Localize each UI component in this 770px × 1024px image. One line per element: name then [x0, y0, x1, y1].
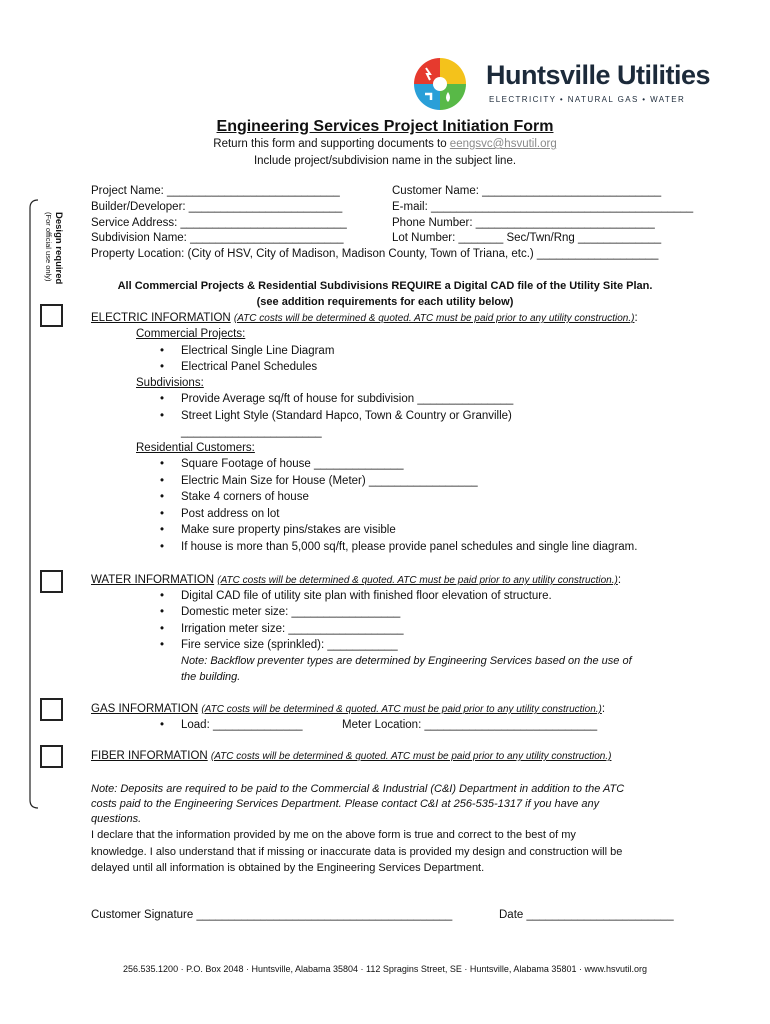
water-heading-row	[91, 574, 621, 586]
logo-emblem	[414, 58, 466, 110]
fiber-heading-row	[91, 750, 611, 762]
gas-meter-location-field[interactable]: Meter Location: ___________________________	[342, 719, 598, 731]
deposit-note-line: Note: Deposits are required to be paid to the Commercial & Industrial (C&I) Department in addition to the ATC	[91, 783, 625, 795]
customer-signature-field[interactable]: Customer Signature ________________________________________	[91, 909, 453, 921]
return-instructions	[0, 138, 770, 150]
page-title: Engineering Services Project Initiation Form	[216, 118, 554, 135]
electric-heading-row	[91, 312, 638, 324]
customer-name-field[interactable]: Customer Name: ____________________________	[392, 185, 662, 197]
subdivisions-heading: Subdivisions:	[136, 377, 204, 389]
list-item[interactable]: • Square Footage of house ______________	[160, 458, 404, 470]
electric-atc-note: (ATC costs will be determined & quoted. ATC must be paid prior to any utility construction.)	[233, 313, 635, 324]
gas-heading-row	[91, 703, 605, 715]
list-item: • Electrical Single Line Diagram	[160, 345, 335, 357]
list-item[interactable]: • Irrigation meter size: __________________	[160, 623, 404, 635]
return-text: Return this form and supporting documents to	[213, 138, 450, 150]
phone-field[interactable]: Phone Number: ____________________________	[392, 217, 655, 229]
gas-design-checkbox[interactable]	[40, 698, 63, 721]
list-item: • Stake 4 corners of house	[160, 491, 309, 503]
design-required-label: Design required	[53, 212, 64, 285]
date-field[interactable]: Date _______________________	[499, 909, 674, 921]
list-item: • Post address on lot	[160, 508, 280, 520]
cad-notice-sub: (see addition requirements for each utility below)	[256, 296, 514, 308]
residential-heading: Residential Customers:	[136, 442, 255, 454]
project-name-field[interactable]: Project Name: ___________________________	[91, 185, 340, 197]
deposit-note-line: questions.	[91, 813, 142, 825]
commercial-heading: Commercial Projects:	[136, 328, 246, 340]
cad-notice: All Commercial Projects & Residential Subdivisions REQUIRE a Digital CAD file of the Utility Site Plan.	[117, 280, 653, 292]
water-atc-note: (ATC costs will be determined & quoted. ATC must be paid prior to any utility construction.)	[217, 575, 618, 586]
gas-heading: GAS INFORMATION	[91, 703, 199, 715]
logo-name: Huntsville Utilities	[486, 60, 711, 90]
service-address-field[interactable]: Service Address: __________________________	[91, 217, 347, 229]
water-colon: :	[617, 574, 622, 586]
backflow-note-cont: the building.	[181, 671, 241, 683]
water-design-checkbox[interactable]	[40, 570, 63, 593]
gas-atc-note: (ATC costs will be determined & quoted. ATC must be paid prior to any utility construction.)	[201, 704, 602, 715]
list-item: • Make sure property pins/stakes are visible	[160, 524, 396, 536]
water-heading: WATER INFORMATION	[91, 574, 215, 586]
declaration-line: knowledge. I also understand that if missing or inaccurate data is provided my design and construction will be	[91, 846, 623, 858]
property-location-field[interactable]: Property Location: (City of HSV, City of Madison, Madison County, Town of Triana, etc.) ___________________	[91, 248, 659, 260]
official-use-label: (For official use only)	[44, 212, 53, 282]
subject-instructions: Include project/subdivision name in the subject line.	[253, 155, 517, 167]
list-item[interactable]: • Provide Average sq/ft of house for subdivision _______________	[160, 393, 514, 405]
gas-colon: :	[601, 703, 606, 715]
deposit-note-line: costs paid to the Engineering Services Department. Please contact C&I at 256-535-1317 if you have any	[91, 798, 600, 810]
street-light-blank[interactable]: ______________________	[181, 426, 322, 438]
email-field[interactable]: E-mail: _________________________________________	[392, 201, 694, 213]
builder-field[interactable]: Builder/Developer: ________________________	[91, 201, 343, 213]
list-item[interactable]: • Electric Main Size for House (Meter) _________________	[160, 475, 478, 487]
fiber-design-checkbox[interactable]	[40, 745, 63, 768]
backflow-note: Note: Backflow preventer types are determined by Engineering Services based on the use of	[181, 655, 632, 667]
declaration-line: I declare that the information provided by me on the above form is true and correct to the best of my	[91, 829, 576, 841]
list-item: • Electrical Panel Schedules	[160, 361, 318, 373]
gas-load-field[interactable]: • Load: ______________	[160, 719, 303, 731]
footer-contact: 256.535.1200 · P.O. Box 2048 · Huntsville, Alabama 35804 · 112 Spragins Street, SE · Huntsville, Alabama 35801 · www.hsvutil.org	[123, 964, 647, 974]
list-item: • If house is more than 5,000 sq/ft, please provide panel schedules and single line diagram.	[160, 541, 638, 553]
declaration-line: delayed until all information is obtained by the Engineering Services Department.	[91, 862, 485, 874]
subdivision-name-field[interactable]: Subdivision Name: ________________________	[91, 232, 344, 244]
list-item[interactable]: • Fire service size (sprinkled): ___________	[160, 639, 398, 651]
fiber-heading: FIBER INFORMATION	[91, 750, 208, 762]
fiber-atc-note: (ATC costs will be determined & quoted. ATC must be paid prior to any utility construction.)	[210, 751, 612, 762]
list-item: • Digital CAD file of utility site plan with finished floor elevation of structure.	[160, 590, 552, 602]
email-link[interactable]: eengsvc@hsvutil.org	[449, 138, 557, 150]
electric-colon: :	[634, 312, 638, 324]
list-item[interactable]: • Street Light Style (Standard Hapco, Town & Country or Granville)	[160, 410, 512, 422]
logo-tagline: ELECTRICITY • NATURAL GAS • WATER	[489, 95, 686, 104]
list-item[interactable]: • Domestic meter size: _________________	[160, 606, 401, 618]
electric-heading: ELECTRIC INFORMATION	[91, 312, 231, 324]
lot-number-field[interactable]: Lot Number: _______ Sec/Twn/Rng _____________	[392, 232, 662, 244]
